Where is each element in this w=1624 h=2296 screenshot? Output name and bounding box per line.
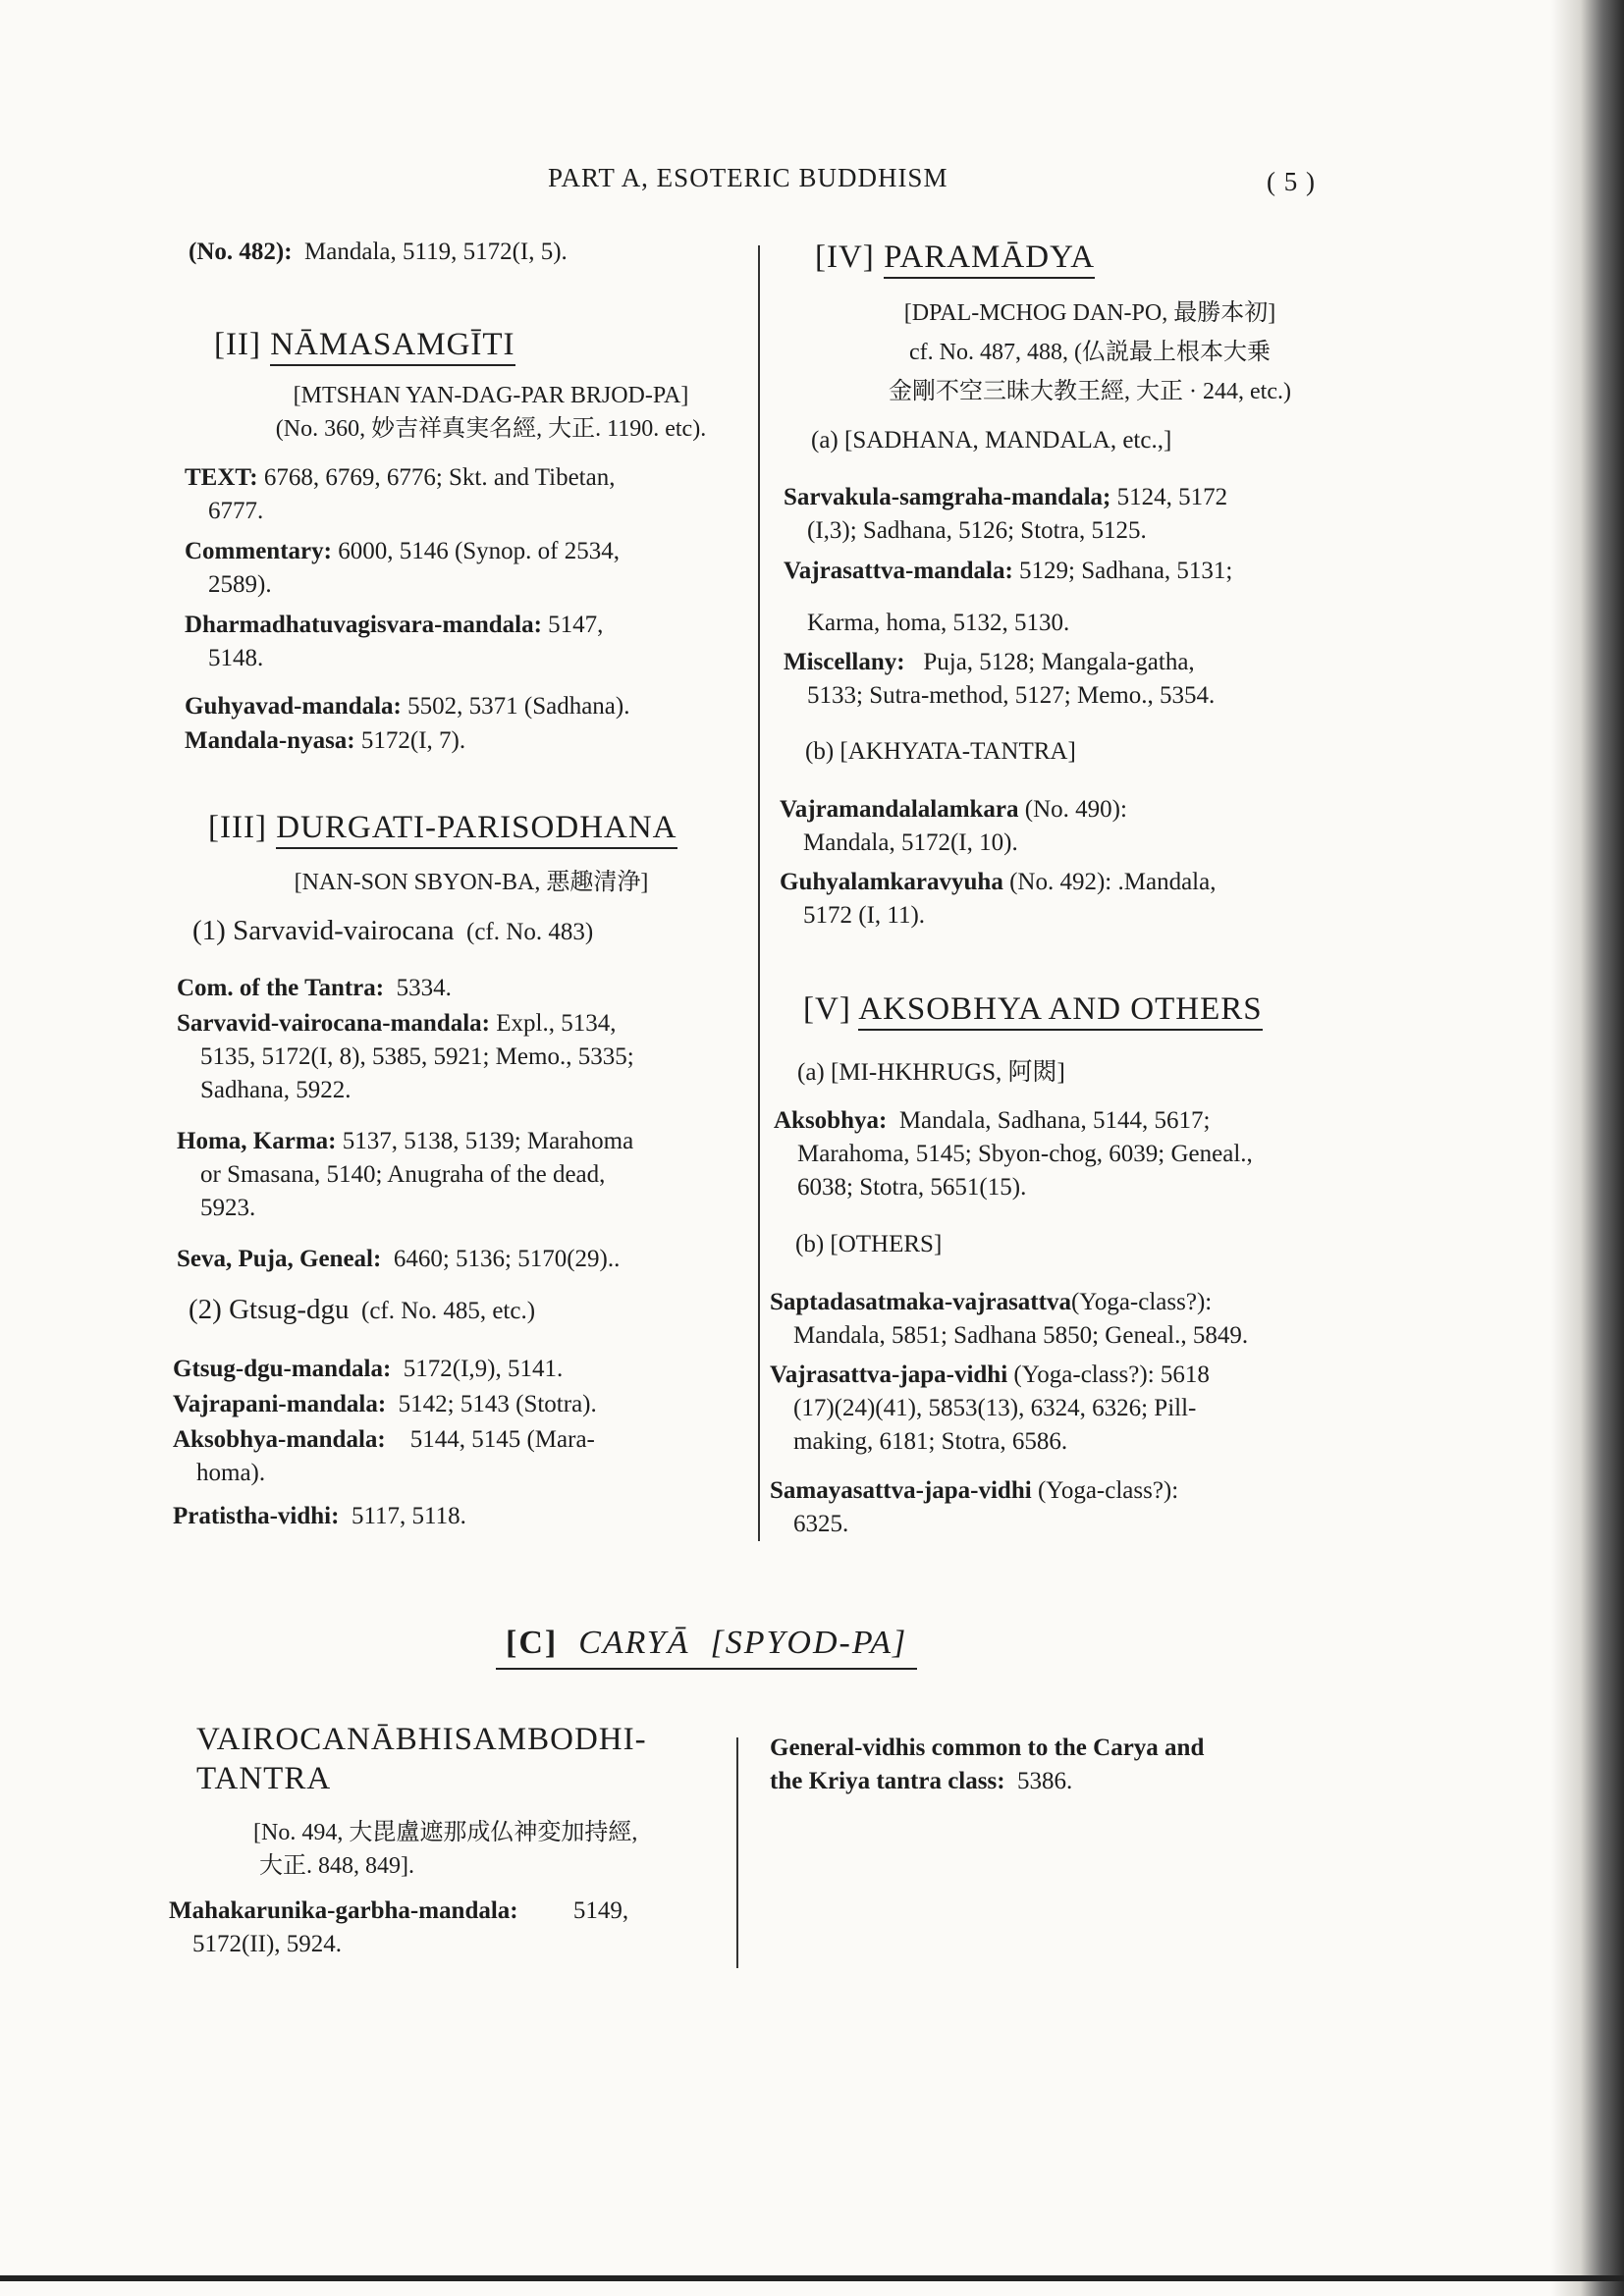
section-subtitle-reference: cf. No. 487, 488, (仏説最上根本大乗 (909, 340, 1271, 365)
bottom-edge-line (0, 2275, 1624, 2281)
running-header: PART A, ESOTERIC BUDDHISM (548, 163, 948, 192)
subsection-title: (b) [OTHERS] (795, 1231, 943, 1257)
list-item: Gtsug-dgu-mandala: 5172(I,9), 5141. (173, 1356, 564, 1382)
scan-edge-shadow (1551, 0, 1624, 2296)
list-item: Aksobhya-mandala: 5144, 5145 (Mara- homa). (173, 1426, 595, 1486)
list-item: Vajramandalalamkara (No. 490): Mandala, 5172(I, 10). (780, 796, 1127, 856)
subsection-title: (a) [SADHANA, MANDALA, etc.,] (811, 427, 1172, 454)
section-title-namasamgiti: [II] NĀMASAMGĪTI (214, 327, 515, 363)
carya-heading: [C] CARYĀ [SPYOD-PA] (496, 1625, 917, 1670)
top-line: (No. 482): Mandala, 5119, 5172(I, 5). (189, 239, 568, 265)
list-item: Mandala-nyasa: 5172(I, 7). (185, 727, 466, 754)
list-item: Seva, Puja, Geneal: 6460; 5136; 5170(29).. (177, 1246, 621, 1272)
list-item: Miscellany: Puja, 5128; Mangala-gatha, 5133; Sutra-method, 5127; Memo., 5354. (784, 649, 1216, 709)
list-item: Com. of the Tantra: 5334. (177, 975, 452, 1001)
list-item: Pratistha-vidhi: 5117, 5118. (173, 1503, 466, 1529)
subsection-title: (1) Sarvavid-vairocana (cf. No. 483) (192, 915, 594, 946)
subsection-title: (b) [AKHYATA-TANTRA] (805, 738, 1076, 765)
section-title-durgati: [III] DURGATI-PARISODHANA (208, 810, 677, 846)
list-item: Vajrasattva-japa-vidhi (Yoga-class?): 5618 (17)(24)(41), 5853(13), 6324, 6326; Pill- making, 6181; Stotra, 6586. (770, 1362, 1210, 1455)
column-divider-bottom (736, 1737, 738, 1968)
list-item: Guhyalamkaravyuha (No. 492): .Mandala, 5172 (I, 11). (780, 869, 1217, 929)
section-subtitle-reference: 金剛不空三昧大教王經, 大正 · 244, etc.) (889, 379, 1291, 404)
tantra-reference: [No. 494, 大毘盧遮那成仏神変加持經, 大正. 848, 849]. (253, 1820, 638, 1879)
list-item: Samayasattva-japa-vidhi (Yoga-class?): 6325. (770, 1477, 1179, 1537)
section-subtitle-reference: (No. 360, 妙吉祥真実名經, 大正. 1190. etc). (275, 416, 707, 442)
general-vidhis-note: General-vidhis common to the Carya and the Kriya tantra class: 5386. (770, 1735, 1205, 1794)
page-number: ( 5 ) (1267, 167, 1316, 196)
list-item: Vajrapani-mandala: 5142; 5143 (Stotra). (173, 1391, 597, 1417)
list-item: TEXT: 6768, 6769, 6776; Skt. and Tibetan, 6777. (185, 464, 616, 524)
list-item: Sarvavid-vairocana-mandala: Expl., 5134, 5135, 5172(I, 8), 5385, 5921; Memo., 5335; Sadhana, 5922. (177, 1010, 634, 1103)
list-item: Aksobhya: Mandala, Sadhana, 5144, 5617; Marahoma, 5145; Sbyon-chog, 6039; Geneal., 6038; Stotra, 5651(15). (774, 1107, 1253, 1201)
section-subtitle-tibetan: [DPAL-MCHOG DAN-PO, 最勝本初] (903, 300, 1276, 326)
subsection-title: (2) Gtsug-dgu (cf. No. 485, etc.) (189, 1294, 536, 1325)
section-title-aksobhya: [V] AKSOBHYA AND OTHERS (803, 991, 1263, 1028)
list-item: Guhyavad-mandala: 5502, 5371 (Sadhana). (185, 693, 630, 720)
subsection-title: (a) [MI-HKHRUGS, 阿閦] (797, 1059, 1065, 1086)
tantra-title: VAIROCANĀBHISAMBODHI- TANTRA (196, 1722, 647, 1796)
list-item: Mahakarunika-garbha-mandala: 5149, 5172(II), 5924. (169, 1897, 629, 1957)
section-subtitle-tibetan: [NAN-SON SBYON-BA, 悪趣清浄] (294, 870, 649, 895)
list-item: Karma, homa, 5132, 5130. (807, 610, 1070, 636)
list-item: Vajrasattva-mandala: 5129; Sadhana, 5131; (784, 558, 1233, 584)
list-item: Sarvakula-samgraha-mandala; 5124, 5172 (I,3); Sadhana, 5126; Stotra, 5125. (784, 484, 1228, 544)
section-title-paramadya: [IV] PARAMĀDYA (815, 240, 1095, 276)
section-subtitle-tibetan: [MTSHAN YAN-DAG-PAR BRJOD-PA] (293, 383, 689, 408)
list-item: Saptadasatmaka-vajrasattva(Yoga-class?): Mandala, 5851; Sadhana 5850; Geneal., 5849. (770, 1289, 1249, 1349)
list-item: Commentary: 6000, 5146 (Synop. of 2534, 2589). (185, 538, 621, 598)
column-divider-top (758, 245, 760, 1541)
list-item: Dharmadhatuvagisvara-mandala: 5147, 5148. (185, 612, 604, 671)
list-item: Homa, Karma: 5137, 5138, 5139; Marahoma or Smasana, 5140; Anugraha of the dead, 5923. (177, 1128, 634, 1221)
